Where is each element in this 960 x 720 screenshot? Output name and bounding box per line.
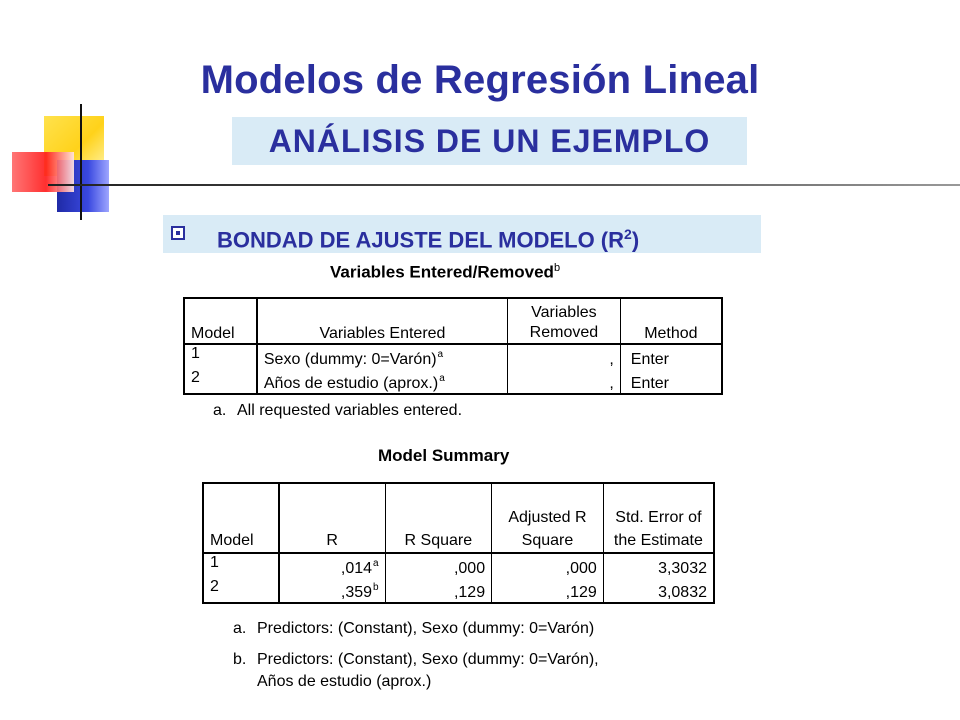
col-header-variables-entered: Variables Entered — [257, 298, 508, 344]
cell-model: 2 — [184, 369, 257, 394]
col-header-adjusted-r-square: Adjusted R Square — [492, 483, 604, 553]
col-header-variables-removed: Variables Removed — [508, 298, 621, 344]
summary-table-title: Model Summary — [378, 446, 510, 465]
cell-model: 1 — [203, 553, 279, 578]
cell-adjusted-r-square: ,000 — [492, 553, 604, 578]
checkbox-bullet-icon — [171, 226, 185, 240]
cell-std-error: 3,3032 — [658, 560, 707, 577]
cell-method: Enter — [630, 351, 670, 368]
col-header-std-error: Std. Error of the Estimate — [613, 509, 703, 549]
decorative-logo — [0, 0, 180, 230]
variables-entered-table — [183, 297, 723, 395]
col-header-model: Model — [203, 483, 279, 553]
table-row — [203, 578, 714, 603]
cell-method: Enter — [630, 375, 670, 392]
summary-footnote-b: b. Predictors: (Constant), Sexo (dummy: 0=Varón), Años de estudio (aprox.) — [233, 651, 599, 690]
slide-title: Modelos de Regresión Lineal — [200, 58, 760, 102]
cell-variables-entered: Sexo (dummy: 0=Varón)$^a$ — [257, 344, 508, 369]
cell-variables-removed: , — [508, 369, 621, 394]
table-row — [184, 344, 722, 369]
cell-model: 1 — [184, 344, 257, 369]
col-header-method: Method — [644, 325, 698, 342]
superscript-two: 2 — [624, 226, 632, 242]
cell-model: 2 — [203, 578, 279, 603]
section-bullet — [163, 215, 761, 253]
model-summary-table — [202, 482, 715, 604]
cell-r-square: ,129 — [385, 578, 491, 603]
red-square-shape — [12, 152, 74, 192]
vars-table-title: Variables Entered/Removed$^b$ — [330, 262, 561, 282]
cell-variables-entered: Años de estudio (aprox.)$^a$ — [257, 369, 508, 394]
section-heading: BONDAD DE AJUSTE DEL MODELO $(R^2)$ — [217, 226, 640, 253]
vertical-rule — [80, 104, 82, 220]
table-row — [203, 553, 714, 578]
cell-r: ,359$^b$ — [279, 578, 385, 603]
col-header-r-square: R Square — [385, 483, 491, 553]
slide-subtitle: ANÁLISIS DE UN EJEMPLO — [232, 117, 747, 165]
vars-table-title-footnote: b — [553, 262, 561, 274]
cell-variables-removed: , — [508, 344, 621, 369]
vars-table-footnote: a. All requested variables entered. — [213, 402, 463, 419]
cell-r-square: ,000 — [385, 553, 491, 578]
cell-r: ,014$^a$ — [279, 553, 385, 578]
summary-footnote-a: a. Predictors: (Constant), Sexo (dummy: 0=Varón) — [233, 620, 595, 637]
table-row — [184, 369, 722, 394]
cell-std-error: 3,0832 — [658, 584, 707, 601]
col-header-r: R — [279, 483, 385, 553]
col-header-model: Model — [184, 298, 257, 344]
cell-adjusted-r-square: ,129 — [492, 578, 604, 603]
horizontal-rule — [48, 184, 960, 186]
